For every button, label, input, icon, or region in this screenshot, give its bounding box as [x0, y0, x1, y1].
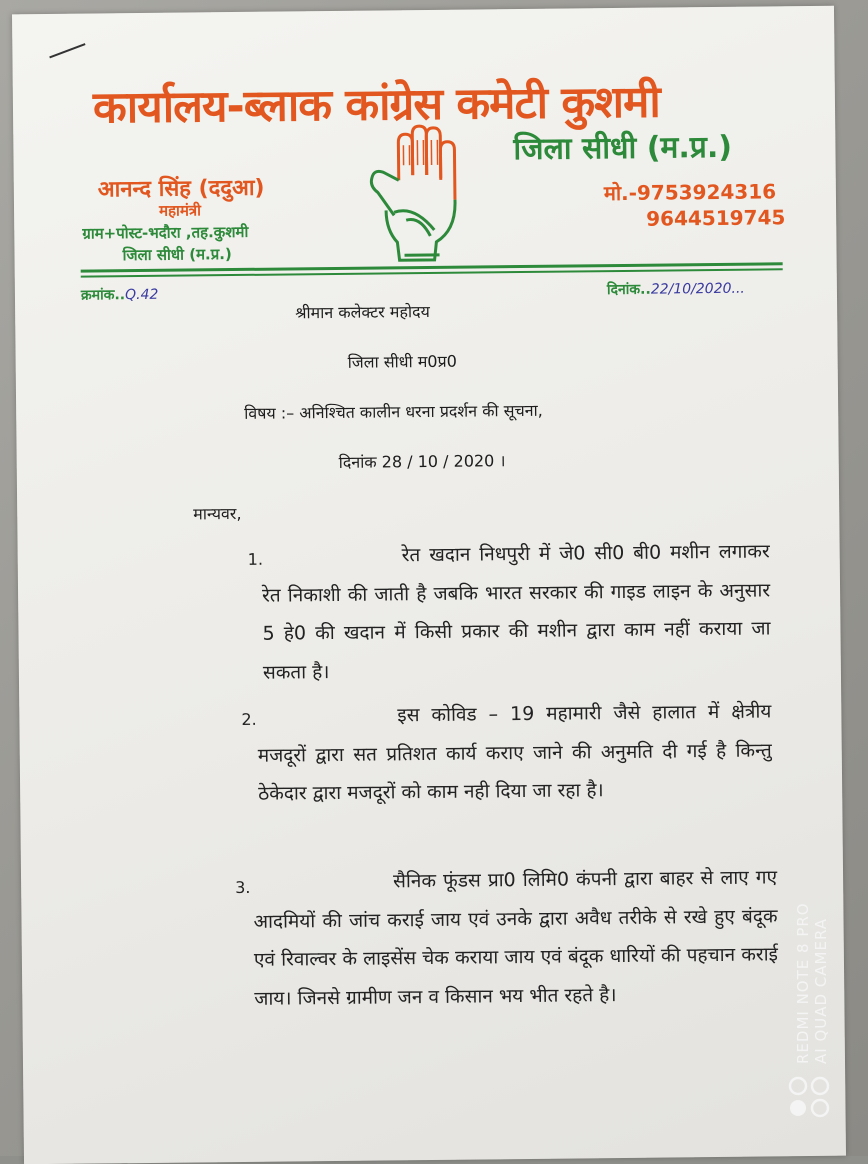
event-date: दिनांक 28 / 10 / 2020 ।: [338, 451, 506, 472]
watermark-line-2: AI QUAD CAMERA: [812, 917, 830, 1064]
letterhead-district: जिला सीधी (म.प्र.): [513, 129, 733, 168]
date-value: 22/10/2020...: [650, 280, 745, 298]
subject-line: विषय :– अनिश्चित कालीन धरना प्रदर्शन की सूचना,: [244, 400, 543, 423]
addressee: श्रीमान कलेक्टर महोदय: [295, 301, 430, 323]
mobile-number-2: 9644519745: [646, 205, 786, 231]
addressee-district: जिला सीधी म0प्र0: [347, 351, 457, 372]
point-text-1: [261, 532, 771, 691]
point-body-1: रेत खदान निधपुरी में जे0 सी0 बी0 मशीन लगाकर रेत निकाशी की जाती है जबकि भारत सरकार की गाइड लाइन के अनुसार 5 हे0 की खदान में किसी प्रकार की मशीन द्वारा काम नहीं कराया जा सकता है।: [261, 540, 771, 684]
camera-lens-icon: [786, 1074, 834, 1122]
salutation: मान्यवर,: [193, 503, 242, 524]
point-body-3: सैनिक फूंडस प्रा0 लिमि0 कंपनी द्वारा बाहर से लाए गए आदमियों की जांच कराई जाय एवं उनके द्वारा अवैध तरीके से रखे हुए बंदूक एवं रिवाल्वर के लाइसेंस चेक कराया जाय एवं बंदूक धारियों की पहचान कराई जाय। जिनसे ग्रामीण जन व किसान भय भीत रहते है।: [253, 866, 779, 1010]
congress-hand-logo: [363, 120, 475, 271]
letterhead-title: कार्यालय-ब्लाक कांग्रेस कमेटी कुशमी: [92, 76, 661, 134]
watermark-line-1: REDMI NOTE 8 PRO: [794, 902, 812, 1064]
person-address: ग्राम+पोस्ट-भदौरा ,तह.कुशमी: [82, 222, 249, 243]
person-role: महामंत्री: [158, 201, 202, 220]
reference-number: [81, 285, 159, 305]
point-number-2: 2.: [241, 709, 257, 729]
person-name: आनन्द सिंह (ददुआ): [97, 175, 265, 203]
camera-watermark: [794, 864, 830, 1064]
point-text-3: [253, 858, 779, 1017]
mobile-number-1: मो.-9753924316: [603, 179, 777, 206]
person-district: जिला सीधी (म.प्र.): [122, 245, 232, 265]
letter-paper: [12, 6, 846, 1164]
point-number-1: 1.: [247, 549, 264, 569]
mobile-numbers: [604, 178, 786, 232]
date-label: दिनांक..: [606, 281, 651, 299]
pen-mark: [49, 43, 85, 58]
point-body-2: इस कोविड – 19 महामारी जैसे हालात में क्षेत्रीय मजदूरों द्वारा सत प्रतिशत कार्य कराए जाने की अनुमति दी गई है किन्तु ठेकेदार द्वारा मजदूरों को काम नही दिया जा रहा है।: [257, 700, 772, 805]
reference-label: क्रमांक..: [80, 287, 126, 304]
letter-date: [607, 279, 745, 299]
point-text-2: [257, 692, 772, 813]
reference-value: Q.42: [125, 286, 159, 304]
point-number-3: 3.: [235, 877, 251, 898]
